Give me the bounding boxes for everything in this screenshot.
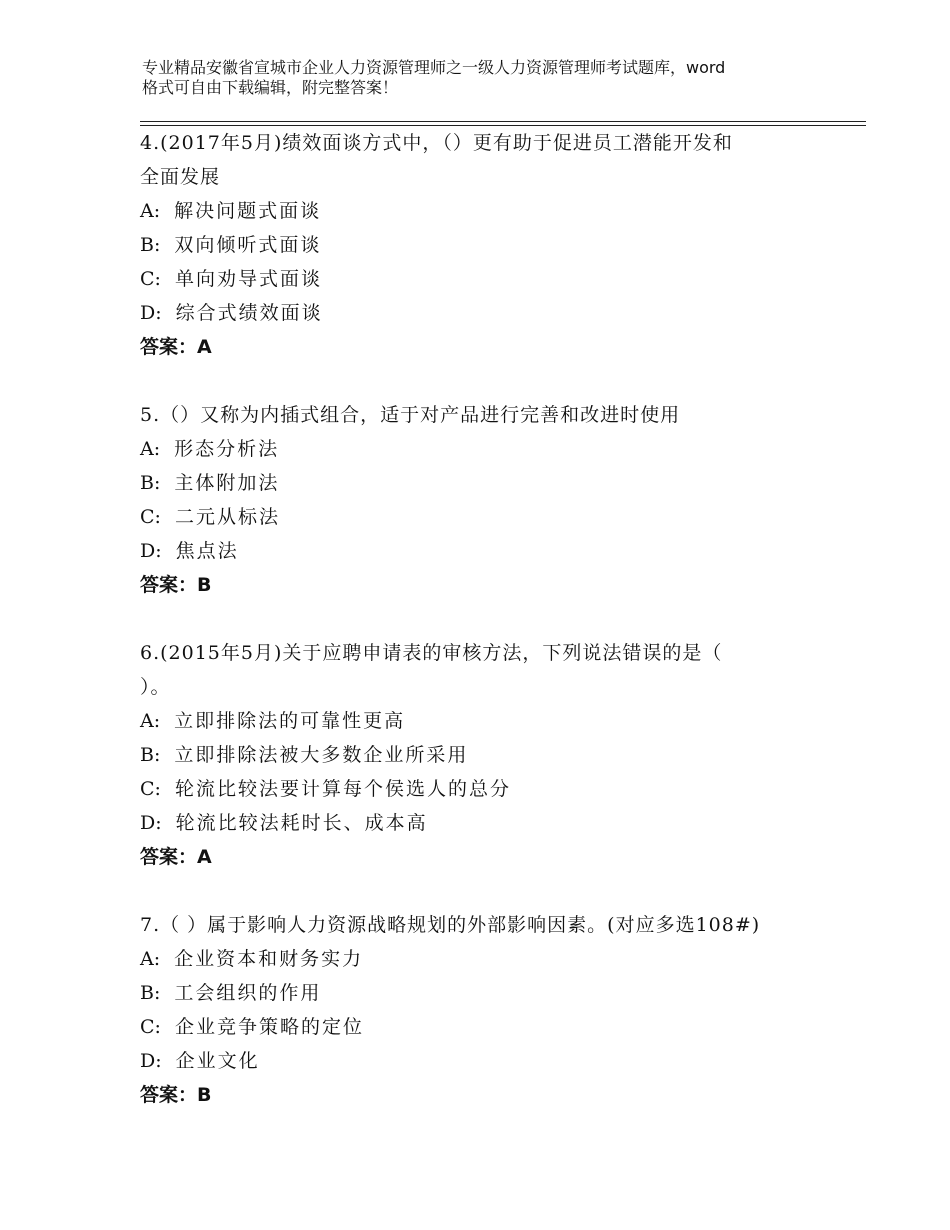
- option-letter: B:: [140, 472, 161, 494]
- option-a: [140, 432, 860, 466]
- option-text: 形态分析法: [174, 438, 280, 460]
- header-line-1: 专业精品安徽省宣城市企业人力资源管理师之一级人力资源管理师考试题库，word: [142, 58, 726, 77]
- option-d: [140, 806, 860, 840]
- option-text: 轮流比较法耗时长、成本高: [175, 812, 428, 834]
- answer-row: [140, 330, 860, 364]
- option-a: [140, 942, 860, 976]
- option-letter: A:: [140, 200, 161, 222]
- answer-row: [140, 568, 860, 602]
- answer-value: A: [197, 846, 212, 868]
- option-letter: C:: [140, 506, 161, 528]
- option-text: 企业竞争策略的定位: [174, 1016, 364, 1038]
- option-d: [140, 296, 860, 330]
- option-a: [140, 194, 860, 228]
- option-b: [140, 976, 860, 1010]
- option-letter: A:: [140, 710, 161, 732]
- option-c: [140, 262, 860, 296]
- option-text: 综合式绩效面谈: [175, 302, 323, 324]
- option-text: 工会组织的作用: [174, 982, 322, 1004]
- option-b: [140, 466, 860, 500]
- option-text: 二元从标法: [174, 506, 280, 528]
- question-text-line: 4.(2017年5月)绩效面谈方式中，（）更有助于促进员工潜能开发和: [140, 132, 733, 154]
- option-d: [140, 534, 860, 568]
- answer-value: B: [197, 1084, 212, 1106]
- option-letter: C:: [140, 1016, 161, 1038]
- question-6: [140, 636, 860, 874]
- option-letter: A:: [140, 438, 161, 460]
- option-letter: B:: [140, 982, 161, 1004]
- option-text: 立即排除法的可靠性更高: [174, 710, 406, 732]
- answer-row: [140, 840, 860, 874]
- option-d: [140, 1044, 860, 1078]
- option-letter: B:: [140, 744, 161, 766]
- question-list: [140, 126, 860, 1112]
- answer-value: A: [197, 336, 212, 358]
- option-c: [140, 500, 860, 534]
- option-text: 立即排除法被大多数企业所采用: [174, 744, 469, 766]
- option-letter: D:: [140, 812, 162, 834]
- option-a: [140, 704, 860, 738]
- option-text: 企业文化: [175, 1050, 260, 1072]
- option-b: [140, 228, 860, 262]
- header-line-2: 格式可自由下载编辑，附完整答案！: [142, 78, 399, 97]
- question-text-line: ）。: [140, 676, 171, 698]
- option-text: 解决问题式面谈: [174, 200, 322, 222]
- answer-value: B: [197, 574, 212, 596]
- option-text: 企业资本和财务实力: [174, 948, 364, 970]
- question-text-line: 7.（ ）属于影响人力资源战略规划的外部影响因素。(对应多选108#): [140, 914, 761, 936]
- option-letter: C:: [140, 268, 161, 290]
- option-c: [140, 1010, 860, 1044]
- option-text: 主体附加法: [174, 472, 280, 494]
- option-letter: C:: [140, 778, 161, 800]
- question-4: [140, 126, 860, 364]
- answer-label: 答案：: [140, 574, 198, 596]
- answer-label: 答案：: [140, 336, 198, 358]
- option-letter: D:: [140, 540, 162, 562]
- question-text-line: 全面发展: [140, 166, 221, 188]
- option-letter: B:: [140, 234, 161, 256]
- header-divider-top: [140, 121, 866, 122]
- question-text-line: 6.(2015年5月)关于应聘申请表的审核方法，下列说法错误的是（: [140, 642, 723, 664]
- option-text: 轮流比较法要计算每个侯选人的总分: [174, 778, 511, 800]
- option-letter: D:: [140, 302, 162, 324]
- option-text: 焦点法: [175, 540, 239, 562]
- answer-label: 答案：: [140, 846, 198, 868]
- option-b: [140, 738, 860, 772]
- answer-row: [140, 1078, 860, 1112]
- question-text-line: 5.（）又称为内插式组合，适于对产品进行完善和改进时使用: [140, 404, 681, 426]
- answer-label: 答案：: [140, 1084, 198, 1106]
- option-letter: D:: [140, 1050, 162, 1072]
- question-7: [140, 908, 860, 1112]
- question-5: [140, 398, 860, 602]
- option-text: 单向劝导式面谈: [174, 268, 322, 290]
- page-header: [142, 58, 842, 98]
- option-text: 双向倾听式面谈: [174, 234, 322, 256]
- option-letter: A:: [140, 948, 161, 970]
- option-c: [140, 772, 860, 806]
